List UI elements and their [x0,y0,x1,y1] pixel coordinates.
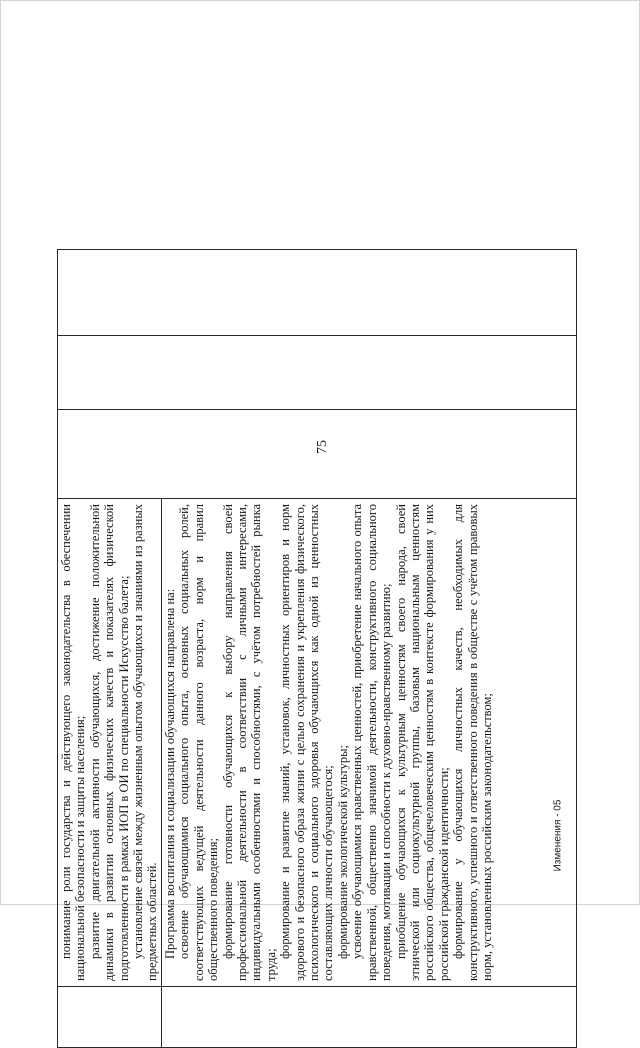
paragraph: формирование у обучающихся личностных качеств, необходимых для конструктивного, успешного и ответственного поведения в обществе с учётом правовых норм, установленных российским законодательством; [451,504,494,981]
paragraph: понимание роли государства и действующего законодательства в обеспечении национальной безопасности и защиты населения; [59,504,88,981]
paragraph: установление связей между жизненным опытом обучающихся и знаниями из разных предметных областей. [131,504,160,981]
table-cell-text [162,499,577,987]
page-number: 75 [315,440,330,454]
table-cell-empty [58,987,162,1048]
paragraph: освоение обучающимися социального опыта, основных социальных ролей, соответствующих ведущей деятельности данного возраста, норм и правил общественного поведения; [177,504,221,981]
program-table [57,250,577,1048]
paragraph: развитие двигательной активности обучающихся, достижение положительной динамики в развитии основных физических качеств и показателях физической подготовленности в рамках ИОП в ОИ по специальности Искусство балета; [87,504,131,981]
table-cell-empty [58,336,577,410]
paragraph: приобщение обучающихся к культурным ценностям своего народа, своей этнической или социокультурной группы, базовым национальным ценностям российского общества, общечеловеческим ценностям в контексте формирования у них российской гражданской идентичности; [393,504,451,981]
program-table-grid [57,249,577,1048]
paragraph: усвоение обучающимися нравственных ценностей, приобретение начального опыта нравственной, общественно значимой деятельности, конструктивного социального поведения, мотивации и способности к духовно-нравственному развитию; [350,504,394,981]
table-row [58,250,162,1048]
paragraph: Программа воспитания и социализации обучающихся направлена на: [163,588,177,959]
table-cell-empty [58,250,577,336]
table-cell-empty [162,987,577,1048]
footer-note: Изменения - 05 [552,799,564,872]
paragraph: формирование экологической культуры; [335,745,350,959]
paragraph: формирование и развитие знаний, установок, личностных ориентиров и норм здорового и безопасного образа жизни с целью сохранения и укрепления физического, психологического и социального здоровья обучающихся как одной из ценностных составляющих личности обучающегося; [278,504,336,981]
table-cell-text [58,499,162,987]
table-cell-empty [58,410,577,499]
paragraph: формирование готовности обучающихся к выбору направления своей профессиональной деятельности в соответствии с личными интересами, индивидуальными особенностями и способностями, с учётом потребностей рынка труда; [220,504,278,981]
